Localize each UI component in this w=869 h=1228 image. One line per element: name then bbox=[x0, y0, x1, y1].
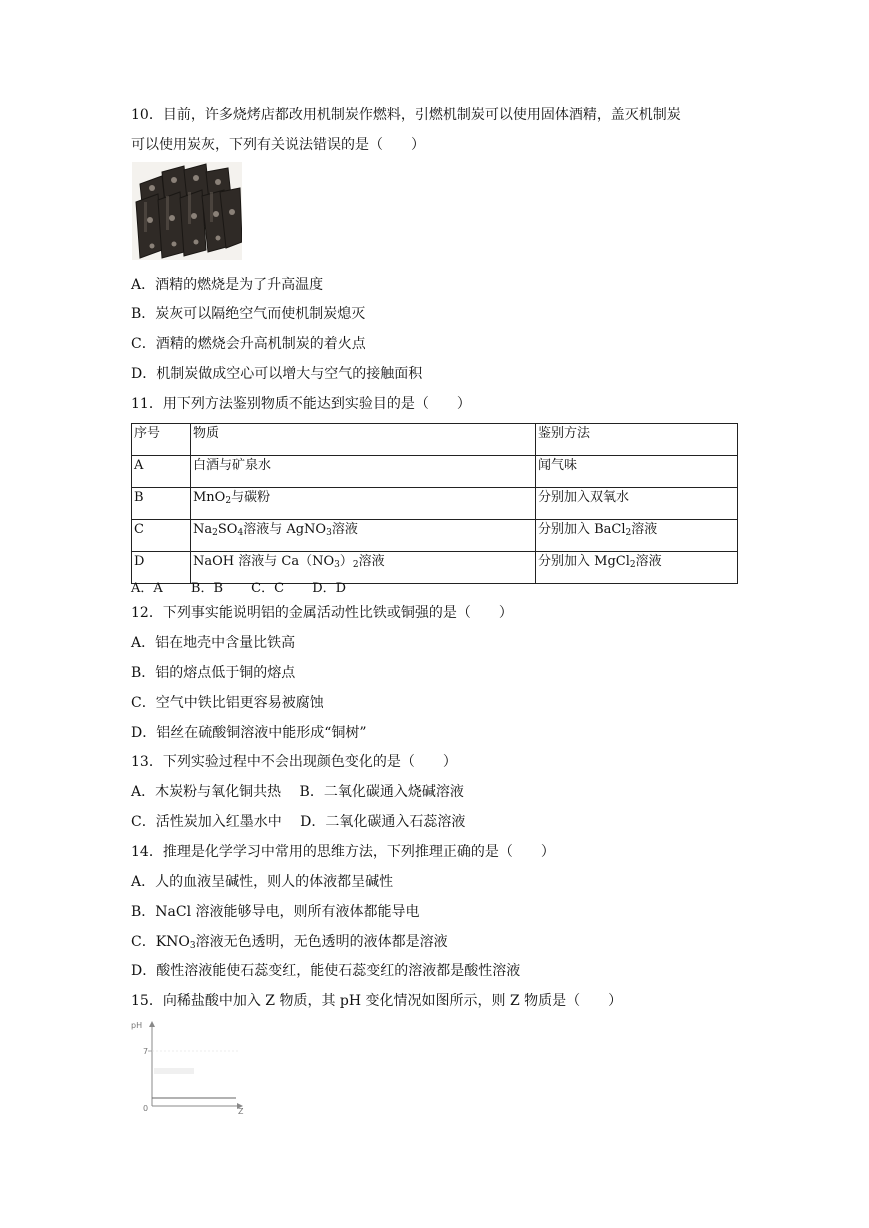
q14-option-b: B．NaCl 溶液能够导电，则所有液体都能导电 bbox=[131, 904, 420, 920]
table-header-row bbox=[132, 424, 738, 456]
q14-option-a: A．人的血液呈碱性，则人的体液都呈碱性 bbox=[131, 874, 394, 890]
formula-text: NaOH 溶液与 Ca（NO bbox=[193, 554, 335, 569]
ph-graph-image bbox=[128, 1018, 248, 1118]
formula-text: 分别加入 MgCl bbox=[538, 554, 630, 569]
q13-options-line1: A．木炭粉与氧化铜共热 B．二氧化碳通入烧碱溶液 bbox=[131, 784, 464, 800]
charcoal-briquettes-image bbox=[132, 162, 242, 260]
q13-stem: 13．下列实验过程中不会出现颜色变化的是（ ） bbox=[131, 754, 457, 770]
formula-text: 溶液 bbox=[358, 554, 385, 569]
formula-subscript: 2 bbox=[625, 528, 632, 538]
q12-option-a: A．铝在地壳中含量比铁高 bbox=[131, 635, 296, 651]
q12-stem: 12．下列事实能说明铝的金属活动性比铁或铜强的是（ ） bbox=[131, 605, 513, 621]
origin-label: 0 bbox=[143, 1104, 149, 1113]
formula-text: Na bbox=[193, 522, 213, 537]
q15-stem: 15．向稀盐酸中加入 Z 物质，其 pH 变化情况如图所示，则 Z 物质是（ ） bbox=[131, 993, 623, 1009]
formula-text: 溶液无色透明，无色透明的液体都是溶液 bbox=[195, 934, 448, 950]
row-substance bbox=[191, 520, 536, 552]
q10-stem-line2: 可以使用炭灰，下列有关说法错误的是（ ） bbox=[131, 137, 425, 153]
row-id: A bbox=[132, 456, 191, 488]
row-substance bbox=[191, 488, 536, 520]
row-id: D bbox=[132, 552, 191, 584]
formula-text: MnO bbox=[193, 490, 226, 505]
row-substance: 白酒与矿泉水 bbox=[191, 456, 536, 488]
q10-option-b: B．炭灰可以隔绝空气而使机制炭熄灭 bbox=[131, 306, 366, 322]
q14-stem: 14．推理是化学学习中常用的思维方法，下列推理正确的是（ ） bbox=[131, 844, 555, 860]
q14-option-c bbox=[131, 933, 448, 951]
formula-text: 溶液 bbox=[331, 522, 358, 537]
formula-text: 溶液与 AgNO bbox=[243, 522, 327, 537]
q10-stem-line1: 10．目前，许多烧烤店都改用机制炭作燃料，引燃机制炭可以使用固体酒精，盖灭机制炭 bbox=[131, 107, 681, 123]
formula-subscript: 3 bbox=[189, 941, 196, 951]
row-method bbox=[536, 520, 738, 552]
header-substance: 物质 bbox=[191, 424, 536, 456]
row-id: C bbox=[132, 520, 191, 552]
row-method: 闻气味 bbox=[536, 456, 738, 488]
q10-option-a: A．酒精的燃烧是为了升高温度 bbox=[131, 277, 324, 293]
formula-text: C．KNO bbox=[131, 934, 190, 950]
formula-subscript: 2 bbox=[352, 560, 359, 570]
formula-subscript: 3 bbox=[326, 528, 332, 538]
ph-tick-7: 7 bbox=[143, 1047, 149, 1056]
q11-choice-a: A．A bbox=[131, 581, 163, 596]
formula-text: ） bbox=[339, 554, 353, 569]
formula-subscript: 4 bbox=[237, 528, 244, 538]
table-row bbox=[132, 488, 738, 520]
q11-stem: 11．用下列方法鉴别物质不能达到实验目的是（ ） bbox=[131, 396, 471, 412]
q12-option-b: B．铝的熔点低于铜的熔点 bbox=[131, 665, 296, 681]
header-index: 序号 bbox=[132, 424, 191, 456]
formula-text: 分别加入 BaCl bbox=[538, 522, 626, 537]
table-row bbox=[132, 520, 738, 552]
formula-text: 溶液 bbox=[631, 522, 658, 537]
formula-subscript: 3 bbox=[334, 560, 340, 570]
q11-choice-d: D．D bbox=[312, 581, 347, 596]
q10-option-c: C．酒精的燃烧会升高机制炭的着火点 bbox=[131, 336, 366, 352]
q11-choice-b: B．B bbox=[190, 581, 224, 596]
z-axis-label: Z bbox=[238, 1107, 244, 1116]
q11-choice-c: C．C bbox=[251, 581, 285, 596]
ph-axis-label: pH bbox=[131, 1021, 143, 1030]
formula-subscript: 2 bbox=[212, 528, 218, 538]
q10-option-d: D．机制炭做成空心可以增大与空气的接触面积 bbox=[131, 366, 423, 382]
table-row bbox=[132, 456, 738, 488]
formula-subscript: 2 bbox=[225, 496, 232, 506]
q11-table bbox=[131, 423, 738, 584]
row-id: B bbox=[132, 488, 191, 520]
header-method: 鉴别方法 bbox=[536, 424, 738, 456]
q13-options-line2: C．活性炭加入红墨水中 D．二氧化碳通入石蕊溶液 bbox=[131, 814, 466, 830]
q11-choices bbox=[131, 577, 370, 596]
formula-text: SO bbox=[217, 522, 238, 537]
row-method: 分别加入双氧水 bbox=[536, 488, 738, 520]
formula-text: 与碳粉 bbox=[231, 490, 271, 505]
q12-option-d: D．铝丝在硫酸铜溶液中能形成“铜树” bbox=[131, 725, 367, 741]
formula-subscript: 2 bbox=[629, 560, 636, 570]
q14-option-d: D．酸性溶液能使石蕊变红，能使石蕊变红的溶液都是酸性溶液 bbox=[131, 963, 521, 979]
row-method bbox=[536, 552, 738, 584]
formula-text: 溶液 bbox=[635, 554, 662, 569]
q12-option-c: C．空气中铁比铝更容易被腐蚀 bbox=[131, 695, 324, 711]
